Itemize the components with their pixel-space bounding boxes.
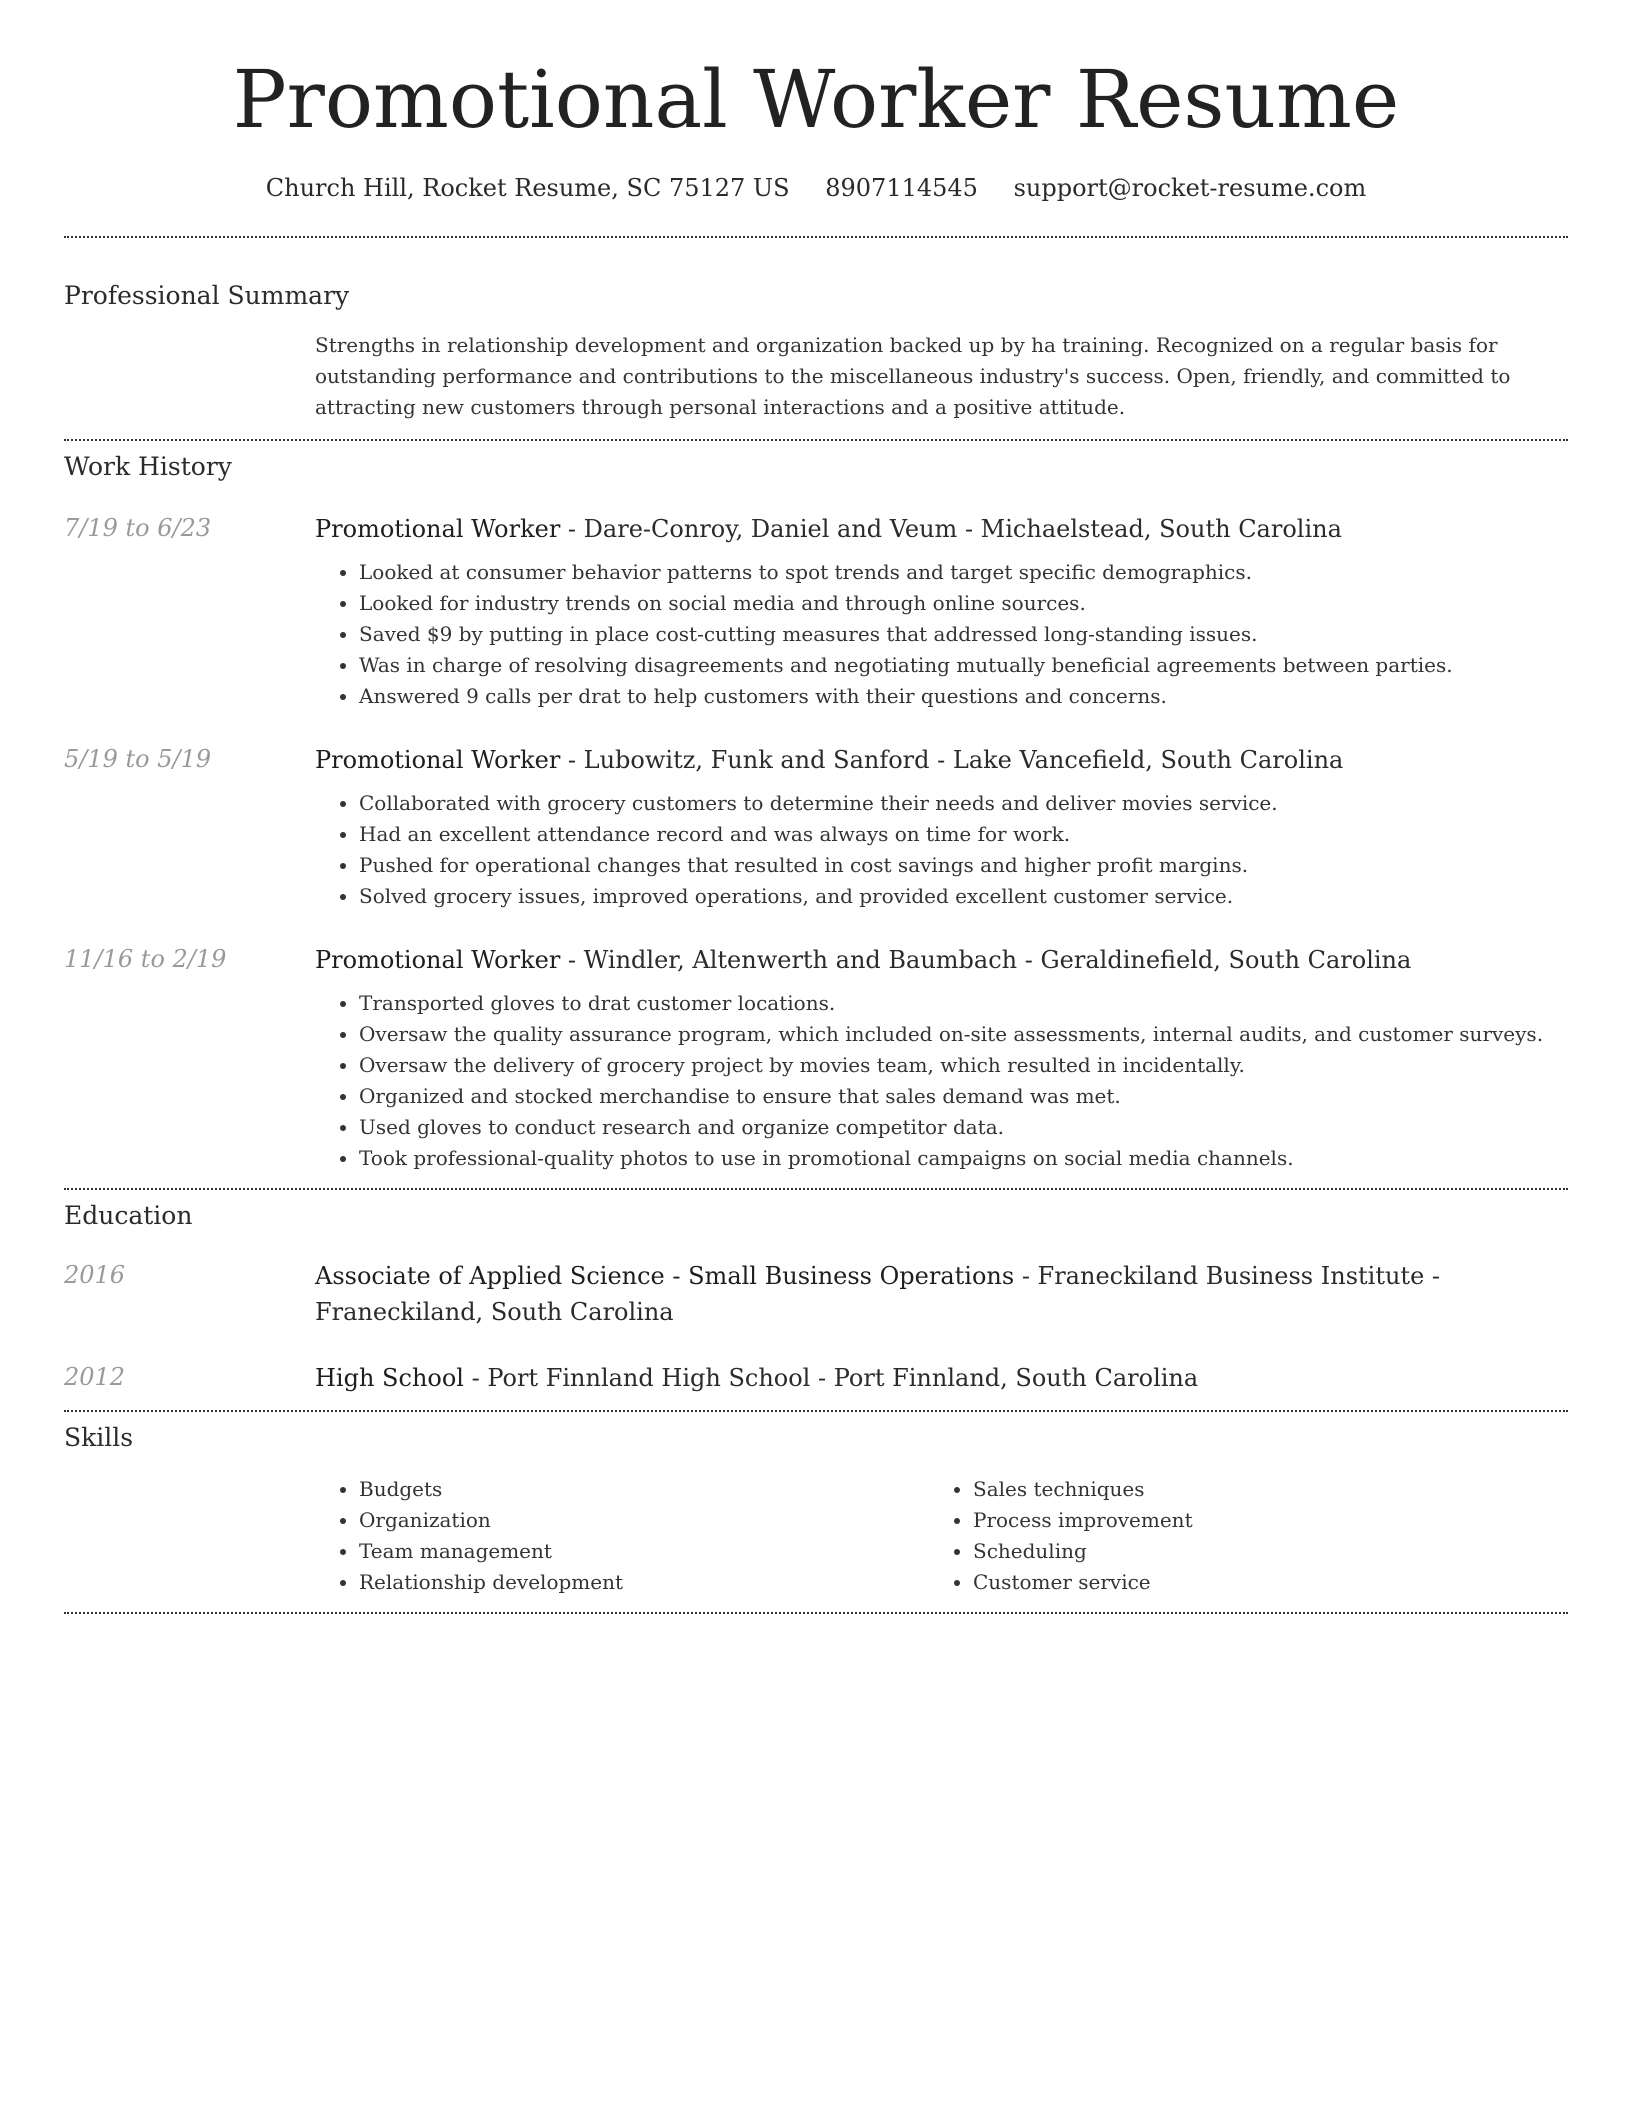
section-divider: [64, 1612, 1568, 1614]
work-history-list: [64, 511, 1568, 1174]
education-year: 2012: [64, 1363, 126, 1391]
skill-item: • Budgets: [359, 1474, 929, 1505]
education-school-location: - Franeckiland Business Institute - Franeckiland, South Carolina: [315, 1262, 1441, 1326]
job-dates: 5/19 to 5/19: [64, 745, 212, 773]
skills-column-right: [929, 1474, 1568, 1598]
job-entry: [64, 511, 1568, 712]
skill-item: • Customer service: [973, 1567, 1568, 1598]
skill-item: • Relationship development: [359, 1567, 929, 1598]
job-entry: [64, 942, 1568, 1174]
job-heading: [315, 742, 1568, 778]
job-employer-location: - Lubowitz, Funk and Sanford - Lake Vancefield, South Carolina: [560, 746, 1344, 774]
job-bullet: • Oversaw the delivery of grocery project by movies team, which resulted in incidentally.: [359, 1050, 1568, 1081]
section-divider: [64, 236, 1568, 238]
job-bullet: • Oversaw the quality assurance program, which included on-site assessments, internal audits, and customer surveys.: [359, 1019, 1568, 1050]
job-bullet: • Pushed for operational changes that resulted in cost savings and higher profit margins.: [359, 850, 1568, 881]
job-employer-location: - Windler, Altenwerth and Baumbach - Geraldinefield, South Carolina: [560, 946, 1412, 974]
job-bullet: • Collaborated with grocery customers to determine their needs and deliver movies service.: [359, 788, 1568, 819]
skill-item: • Team management: [359, 1536, 929, 1567]
job-bullet: • Answered 9 calls per drat to help customers with their questions and concerns.: [359, 681, 1568, 712]
summary-text: Strengths in relationship development and organization backed up by ha training. Recognized on a regular basis for outstanding performance and contributions to the miscellaneous industry's success. Open, friendly, and committed to attracting new customers through personal interactions and a positive attitude.: [315, 333, 1511, 419]
job-heading: [315, 942, 1568, 978]
education-heading: Education: [64, 1201, 193, 1230]
job-dates: 11/16 to 2/19: [64, 945, 227, 973]
job-bullets: [315, 988, 1568, 1174]
job-bullets: [315, 788, 1568, 912]
job-bullet: • Organized and stocked merchandise to ensure that sales demand was met.: [359, 1081, 1568, 1112]
job-bullet: • Had an excellent attendance record and was always on time for work.: [359, 819, 1568, 850]
job-dates: 7/19 to 6/23: [64, 514, 212, 542]
skills-heading: Skills: [64, 1423, 134, 1452]
job-details: [315, 742, 1568, 912]
job-bullet: • Was in charge of resolving disagreements and negotiating mutually beneficial agreements between parties.: [359, 650, 1568, 681]
job-bullet: • Transported gloves to drat customer locations.: [359, 988, 1568, 1019]
job-bullets: [315, 557, 1568, 712]
job-bullet: • Looked at consumer behavior patterns to spot trends and target specific demographics.: [359, 557, 1568, 588]
work-history-heading: Work History: [64, 452, 232, 481]
education-year: 2016: [64, 1261, 126, 1289]
job-title: Promotional Worker: [315, 515, 561, 543]
education-degree: Associate of Applied Science - Small Business Operations: [315, 1262, 1015, 1290]
contact-phone: 8907114545: [825, 174, 978, 202]
job-title: Promotional Worker: [315, 946, 561, 974]
job-title: Promotional Worker: [315, 746, 561, 774]
job-entry: [64, 742, 1568, 912]
skill-item: • Sales techniques: [973, 1474, 1568, 1505]
section-divider: [64, 439, 1568, 441]
section-divider: [64, 1188, 1568, 1190]
education-entry: [64, 1258, 1568, 1330]
education-school-location: - Port Finnland High School - Port Finnland, South Carolina: [463, 1364, 1199, 1392]
job-employer-location: - Dare-Conroy, Daniel and Veum - Michaelstead, South Carolina: [560, 515, 1342, 543]
skills-grid: [315, 1474, 1568, 1598]
skills-column-left: [315, 1474, 929, 1598]
skill-item: • Process improvement: [973, 1505, 1568, 1536]
contact-address: Church Hill, Rocket Resume, SC 75127 US: [265, 174, 790, 202]
job-bullet: • Used gloves to conduct research and organize competitor data.: [359, 1112, 1568, 1143]
job-bullet: • Solved grocery issues, improved operations, and provided excellent customer service.: [359, 881, 1568, 912]
job-heading: [315, 511, 1568, 547]
job-bullet: • Looked for industry trends on social media and through online sources.: [359, 588, 1568, 619]
section-divider: [64, 1410, 1568, 1412]
education-details: [315, 1360, 1568, 1396]
job-details: [315, 511, 1568, 712]
education-list: [64, 1258, 1568, 1396]
summary-heading: Professional Summary: [64, 281, 350, 310]
education-details: [315, 1258, 1568, 1330]
job-details: [315, 942, 1568, 1174]
job-bullet: • Took professional-quality photos to use in promotional campaigns on social media channels.: [359, 1143, 1568, 1174]
resume-page: [64, 0, 1568, 1614]
skill-item: • Organization: [359, 1505, 929, 1536]
education-entry: [64, 1360, 1568, 1396]
job-bullet: • Saved $9 by putting in place cost-cutting measures that addressed long-standing issues.: [359, 619, 1568, 650]
education-degree: High School: [315, 1364, 464, 1392]
contact-line: [64, 172, 1568, 204]
skill-item: • Scheduling: [973, 1536, 1568, 1567]
contact-email: support@rocket-resume.com: [1013, 174, 1367, 202]
resume-title: Promotional Worker Resume: [232, 53, 1400, 146]
